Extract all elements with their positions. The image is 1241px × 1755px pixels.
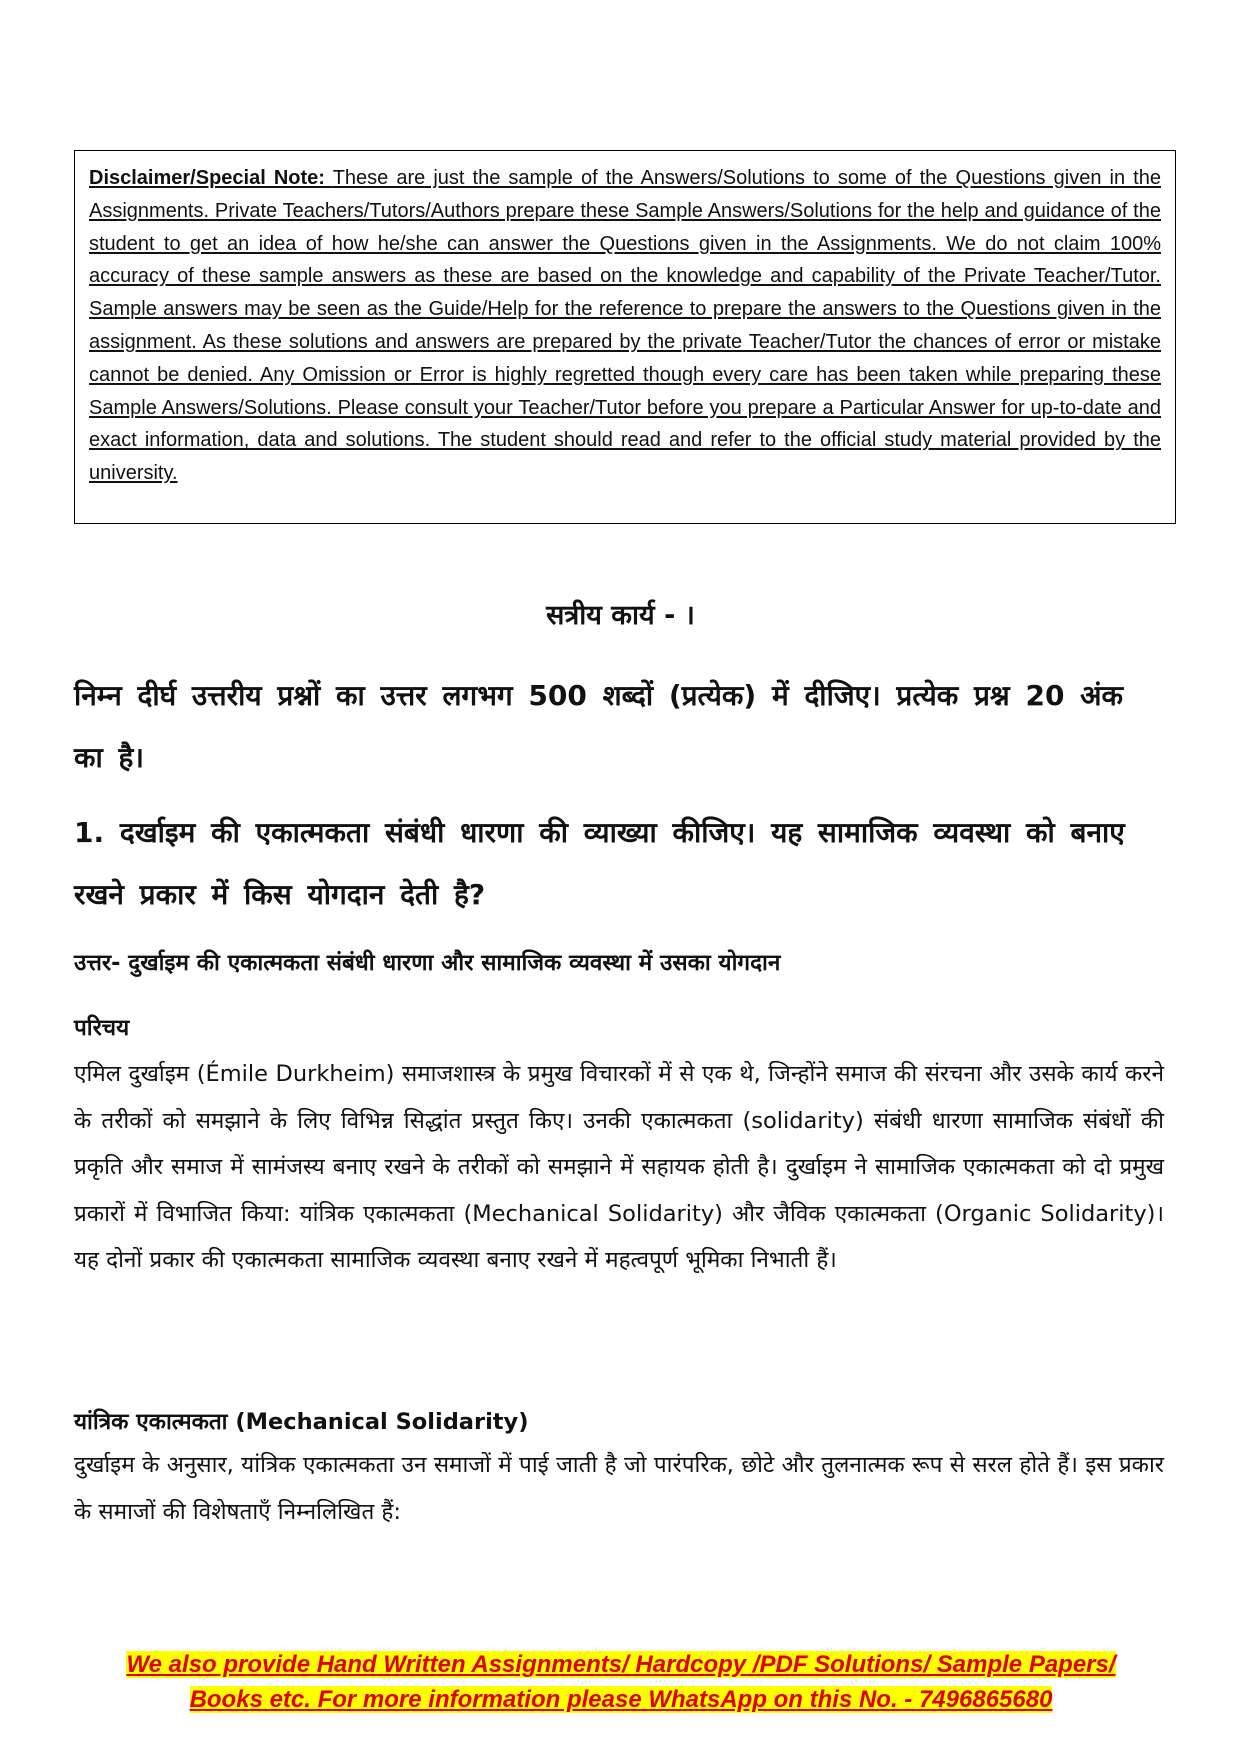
mechanical-solidarity-paragraph: दुर्खाइम के अनुसार, यांत्रिक एकात्मकता उन समाजों में पाई जाती है जो पारंपरिक, छोटे और तुलनात्मक रूप से सरल होते हैं। इस प्रकार के समाजों की विशेषताएँ निम्नलिखित हैं: [74, 1452, 1164, 1525]
contact-note-line2: Books etc. For more information please WhatsApp on this No. - 7496865680 [189, 1686, 1053, 1713]
contact-note-line1: We also provide Hand Written Assignments/ Hardcopy /PDF Solutions/ Sample Papers/ [126, 1651, 1116, 1678]
answer-heading: उत्तर- दुर्खाइम की एकात्मकता संबंधी धारणा और सामाजिक व्यवस्था में उसका योगदान [74, 950, 781, 976]
assignment-title: सत्रीय कार्य - । [546, 600, 695, 631]
intro-paragraph: एमिल दुर्खाइम (Émile Durkheim) समाजशास्त्र के प्रमुख विचारकों में से एक थे, जिन्होंने समाज की संरचना और उसके कार्य करने के तरीकों को समझाने के लिए विभिन्न सिद्धांत प्रस्तुत किए। उनकी एकात्मकता (solidarity) संबंधी धारणा सामाजिक संबंधों की प्रकृति और समाज में सामंजस्य बनाए रखने के तरीकों को समझाने में सहायक होती है। दुर्खाइम ने सामाजिक एकात्मकता को दो प्रमुख प्रकारों में विभाजित किया: यांत्रिक एकात्मकता (Mechanical Solidarity) और जैविक एकात्मकता (Organic Solidarity)। यह दोनों प्रकार की एकात्मकता सामाजिक व्यवस्था बनाए रखने में महत्वपूर्ण भूमिका निभाती हैं। [74, 1061, 1164, 1273]
question-1: 1. दर्खाइम की एकात्मकता संबंधी धारणा की व्याख्या कीजिए। यह सामाजिक व्यवस्था को बनाए रखने प्रकार में किस योगदान देती है? [74, 816, 1125, 911]
intro-heading: परिचय [74, 1015, 130, 1041]
disclaimer-label: Disclaimer/Special Note: [89, 167, 325, 189]
disclaimer-text: These are just the sample of the Answers/Solutions to some of the Questions given in the Assignments. Private Teachers/Tutors/Authors prepare these Sample Answers/Solutions for the help and guidance of the student to get an idea of how he/she can answer the Questions given in the Assignments. We do not claim 100% accuracy of these sample answers as these are based on the knowledge and capability of the Private Teacher/Tutor. Sample answers may be seen as the Guide/Help for the reference to prepare the answers to the Questions given in the assignment. As these solutions and answers are prepared by the private Teacher/Tutor the chances of error or mistake cannot be denied. Any Omission or Error is highly regretted though every care has been taken while preparing these Sample Answers/Solutions. Please consult your Teacher/Tutor before you prepare a Particular Answer for up-to-date and exact information, data and solutions. The student should read and refer to the official study material provided by the university. [89, 167, 1161, 485]
mechanical-solidarity-heading: यांत्रिक एकात्मकता (Mechanical Solidarity) [74, 1409, 529, 1435]
assignment-instruction: निम्न दीर्घ उत्तरीय प्रश्नों का उत्तर लगभग 500 शब्दों (प्रत्येक) में दीजिए। प्रत्येक प्रश्न 20 अंक का है। [74, 679, 1124, 774]
disclaimer-box [74, 150, 1176, 524]
contact-note [90, 1647, 1152, 1717]
